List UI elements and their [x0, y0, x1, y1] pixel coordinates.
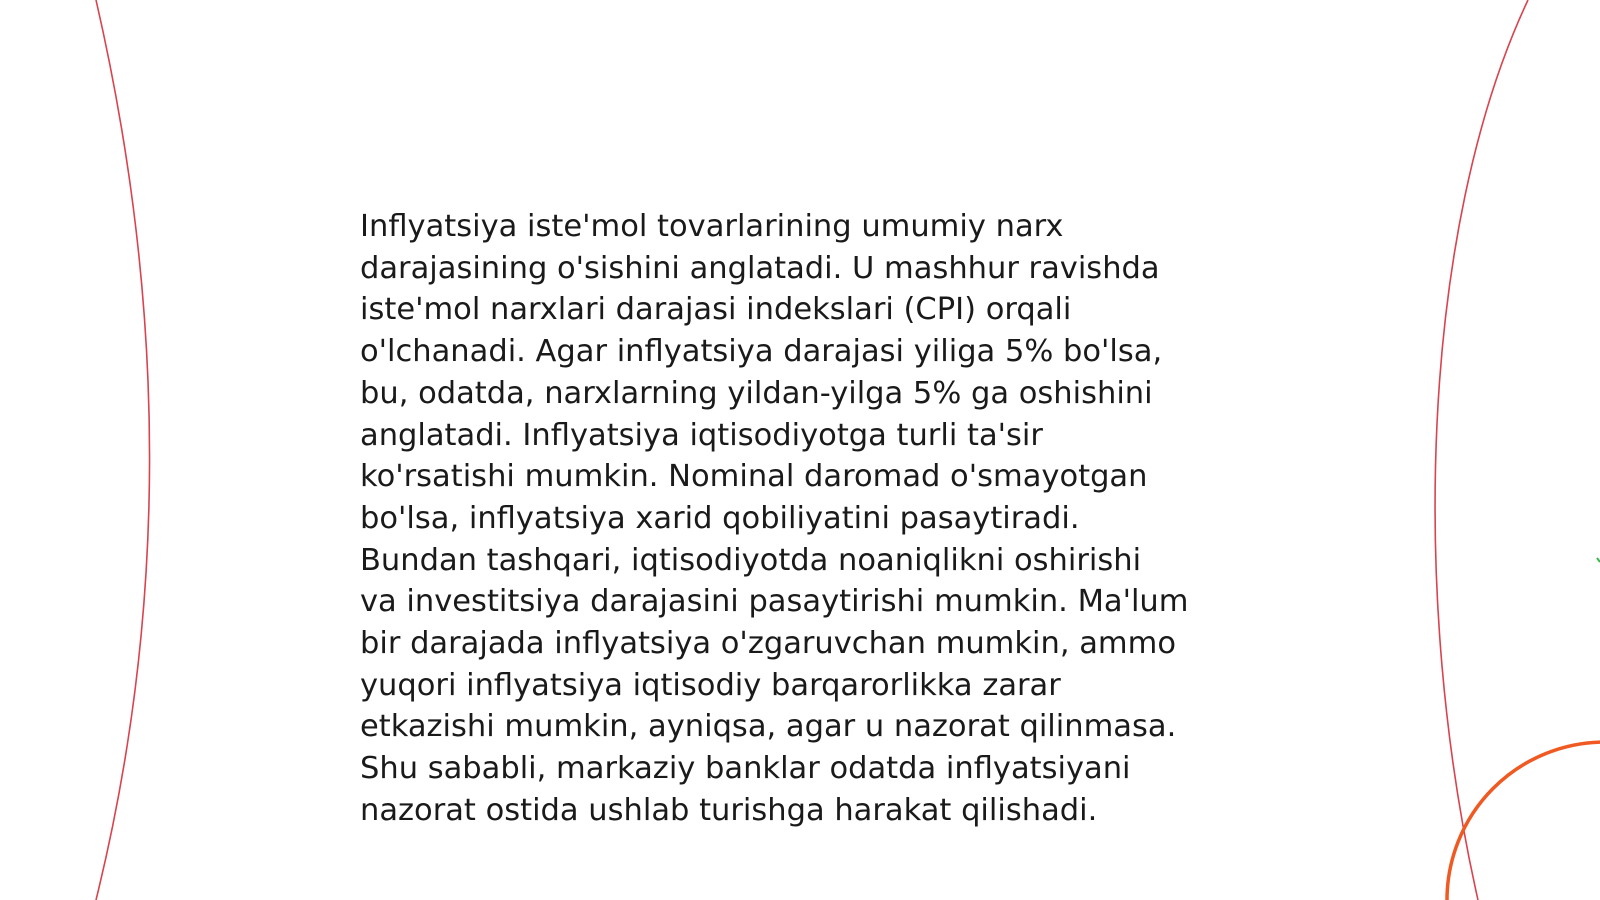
paragraph-line: bo'lsa, inflyatsiya xarid qobiliyatini pasaytiradi. [360, 500, 1080, 536]
body-paragraph [360, 206, 1240, 832]
paragraph-line: o'lchanadi. Agar inflyatsiya darajasi yiliga 5% bo'lsa, [360, 334, 1163, 370]
paragraph-line: bir darajada inflyatsiya o'zgaruvchan mumkin, ammo [360, 626, 1176, 662]
left-red-curve [96, 0, 150, 900]
paragraph-line: va investitsiya darajasini pasaytirishi mumkin. Ma'lum [360, 584, 1189, 620]
paragraph-line: iste'mol narxlari darajasi indekslari (CPI) orqali [360, 292, 1072, 328]
paragraph-line: Bundan tashqari, iqtisodiyotda noaniqlikni oshirishi [360, 542, 1142, 578]
orange-arc [1447, 742, 1600, 900]
paragraph-line: yuqori inflyatsiya iqtisodiy barqarorlikka zarar [360, 667, 1061, 703]
paragraph-line: Shu sababli, markaziy banklar odatda inflyatsiyani [360, 751, 1131, 787]
paragraph-line: Inflyatsiya iste'mol tovarlarining umumiy narx [360, 209, 1064, 244]
right-red-curve [1435, 0, 1528, 900]
paragraph-line: ko'rsatishi mumkin. Nominal daromad o'smayotgan [360, 459, 1148, 495]
paragraph-line: anglatadi. Inflyatsiya iqtisodiyotga turli ta'sir [360, 417, 1043, 453]
paragraph-line: bu, odatda, narxlarning yildan-yilga 5% ga oshishini [360, 375, 1153, 411]
paragraph-line: darajasining o'sishini anglatadi. U mashhur ravishda [360, 250, 1160, 286]
paragraph-line: nazorat ostida ushlab turishga harakat qilishadi. [360, 792, 1098, 828]
paragraph-line: etkazishi mumkin, ayniqsa, agar u nazorat qilinmasa. [360, 709, 1177, 745]
